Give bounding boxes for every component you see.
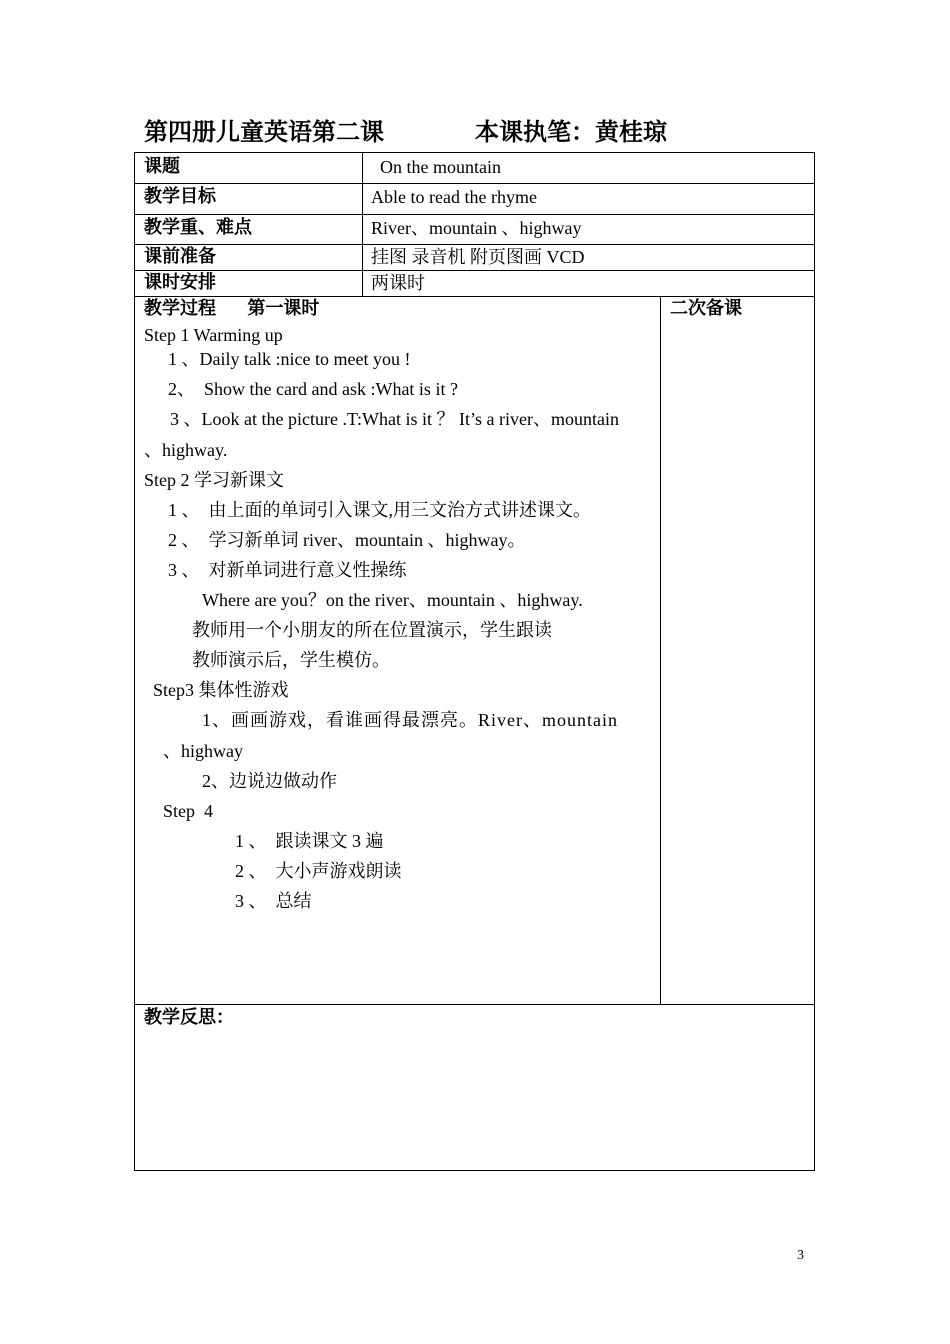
lesson-plan-table: [134, 152, 815, 1171]
process-line: Step 4: [163, 801, 214, 821]
row-divider: [135, 296, 814, 297]
row-divider: [135, 244, 814, 245]
subject-label: 课题: [144, 156, 180, 177]
process-line: 3 、 总结: [235, 891, 312, 911]
row-divider: [135, 1004, 814, 1005]
row-divider: [135, 183, 814, 184]
process-line: 2、边说边做动作: [202, 771, 337, 791]
second-preparation-heading: 二次备课: [670, 298, 742, 319]
process-line: 1 、 由上面的单词引入课文,用三文治方式讲述课文。: [168, 500, 591, 520]
lesson-title: 第四册儿童英语第二课: [144, 118, 384, 146]
process-line: 教师演示后，学生模仿。: [192, 650, 390, 670]
process-line: 、highway.: [144, 440, 228, 460]
process-line: 教师用一个小朋友的所在位置演示，学生跟读: [192, 620, 552, 640]
process-line: Step3 集体性游戏: [153, 680, 289, 700]
page-number: 3: [797, 1248, 804, 1263]
objective-value: Able to read the rhyme: [371, 187, 537, 207]
process-line: Where are you？on the river、mountain 、highway.: [202, 590, 583, 610]
reflection-label: 教学反思：: [144, 1007, 234, 1028]
process-line: 1 、Daily talk :nice to meet you !: [168, 349, 411, 369]
preparation-value: 挂图 录音机 附页图画 VCD: [371, 247, 585, 267]
process-line: 2 、 学习新单词 river、mountain 、highway。: [168, 530, 526, 550]
lesson-author: 本课执笔：黄桂琼: [475, 118, 667, 146]
schedule-label: 课时安排: [144, 272, 216, 293]
key-points-value: River、mountain 、highway: [371, 218, 582, 238]
column-divider: [362, 153, 363, 296]
process-line: 3 、 对新单词进行意义性操练: [168, 560, 407, 580]
preparation-label: 课前准备: [144, 246, 216, 267]
schedule-value: 两课时: [371, 273, 425, 293]
process-line: 1 、 跟读课文 3 遍: [235, 831, 384, 851]
objective-label: 教学目标: [144, 186, 216, 207]
subject-value: On the mountain: [380, 157, 501, 177]
process-heading: 教学过程 第一课时: [144, 298, 320, 319]
process-line: 2、 Show the card and ask :What is it ?: [168, 379, 458, 399]
process-line: 3 、Look at the picture .T:What is it ？ It’s a river、mountain: [170, 409, 619, 429]
process-line: 1、画画游戏，看谁画得最漂亮。River、mountain: [202, 710, 618, 730]
process-line: 2 、 大小声游戏朗读: [235, 861, 402, 881]
process-line: Step 2 学习新课文: [144, 470, 285, 490]
column-divider: [660, 296, 661, 1004]
page-title: [144, 112, 667, 147]
row-divider: [135, 270, 814, 271]
process-line: Step 1 Warming up: [144, 325, 283, 345]
process-line: 、highway: [163, 741, 243, 761]
key-points-label: 教学重、难点: [144, 217, 252, 238]
row-divider: [135, 214, 814, 215]
